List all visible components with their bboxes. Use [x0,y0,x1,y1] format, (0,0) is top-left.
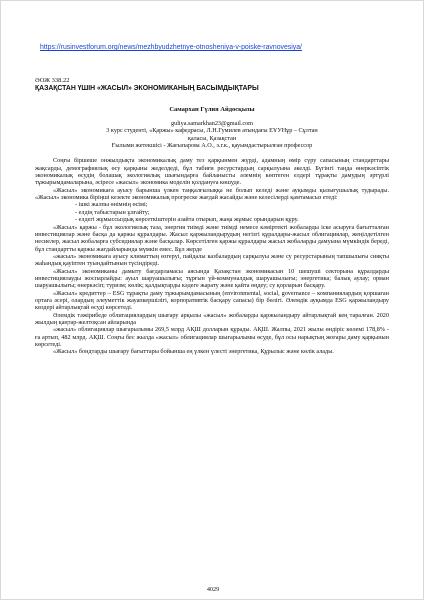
paragraph: «Жасыл» кредиттер – ESG тұрақты даму тұжырымдамасының (environmental, social, governance – компаниялардың қоршаған ортаға әсері, олардың әлеуметтік жауапкершілігі, корпоративтік басқару сапасы) бір бөлігі. Әлемдік ауқымда ESG қаржыландыру көздері айтарлықтай өсуді көрсетеді. [35,289,389,312]
list-item: - елдегі жұмыссыздық көрсеткіштерін азайта отырып, жаңа жұмыс орындарын құру. [75,216,299,224]
article-body [35,77,389,356]
source-url-link[interactable]: https://rusinvestforum.org/news/mezhbyudzhetnye-otnosheniya-v-poiske-ravnovesiya/ [40,44,302,51]
paragraph: «Жасыл» экономиканы дамыту бағдарламасы аясында Қазақстан экономикасын 10 шешуші секторына құралдарды инвестициялауды жоспарлайды: ауыл шаруашылығы; тұрғын үй-коммуналдық шаруашылығы; энергетика; балық аулау; орман шаруашылығы; өнеркәсіп; туризм; көлік; қалдықтарды кәдеге жарату және қайта өңдеу; су қорларын басқару. [35,267,389,290]
paragraph: «Жасыл» бондтарды шығару бағыттары бойынша ең үлкен үлесті энергетика, Құрылыс және көлік алады. [53,348,334,356]
paragraph: «жасыл» облигациялар шығарылымы 269,5 млрд АҚШ долларын құрады. АҚШ. Жалпы, 2021 жылы өндіріс көлемі 178,8% - ға артып, 482 млрд. АҚШ. Соңғы бес жылда «жасыл» облигациялар шығарылымы өсуде, бұл осы нарықтың жоғары даму қарқынын көрсетеді. [35,326,389,348]
udc-code: ӘОЖ 338.22 [35,77,70,84]
author-email: guliya.samarkhan23@gmail.com [171,120,253,128]
bullet-list [35,201,389,223]
paragraph: Әлемдік тәжірибеде облигациялардың шығару арқылы «жасыл» жобаларды қаржыландыру айтарлықтай кең таралған. 2020 жылдың қаңтар-желтоқсан айларында [35,311,389,326]
list-item: - елдің табыстарын ұлғайту; [75,208,150,216]
page-number: 4029 [206,586,220,593]
list-item: - ішкі жалпы өнімнің өсімі; [75,201,148,209]
paragraph: Соңғы біршеше онжылдықта экономикалық даму тез қарқынмен жүрді, адамның өмір сүру сапасының стандарттары жақсарды, демографиялық өсу қарқыны жеделдеді, бұл табиғи ресурстардың сарқылуына әкелді. Бүгінгі таңда өнеркәсіптік экономикалық өсудің болашақ экологиялық шығындарға байланысты әлемнің көптеген елдері тұрақты дамудың әртүрлі тұжырымдамаларына, әсіресе «жасыл» экономика моделін қолдануға көшуде. [35,157,389,187]
author-affiliation-line1: 3 курс студенті, «Қаржы» кафедрасы, Л.Н.Гумилев атындағы ЕҰУНұр – Сұлтан [106,127,318,135]
supervisor-line: Ғылыми жетекшісі - Жағыпарова А.О., э.г.к., қауымдастырылған профессор [111,142,313,150]
paragraph: «жасыл» экономикаға ауысу климаттың өзгеруі, пайдалы казбалардың сарқылуы және су ресурстарының тапшылығы сияқты жаһандық қауіптен туындайтынын түсіндіреді. [35,252,389,268]
author-affiliation-line2: қаласы, Қазақстан [187,134,237,142]
paragraph: «Жасыл» экономикаға ауысу барынша үлкен таңқалғылыққа не болып келеді және ауқымды қызығушылық тудырады. «Жасыл» экономика біріңші кезекте экономикалық прогреске жағдай жасайды және келесілерді қамтамасыз етеді: [35,186,389,202]
author-name: Самархан Гүлия Айдосқызы [169,105,255,113]
article-title: ҚАЗАҚСТАН ҮШІН «ЖАСЫЛ» ЭКОНОМИКАНЫҢ БАСЫМДЫҚТАРЫ [35,85,259,93]
paragraph: «Жасыл» қаржы - бұл экологиялық таза, энергия тиімді және тиімді немесе кәміртекті жобаларды іске асыруға бағытталған инвестициялар және басқа да қаржы құралдары. Жасыл қаржыландырудың негізгі құралдары-жасыл облигациялар, жеңілдетілген несиелер, жасыл жобаларға субсидиялар және басқалар. Көрсетілген қаржы құралдары жасыл жобаларды дамуына мүмкіндік береді, бұл стандартты қаржы жағдайларында мүмкін емес. Бұл жерде [35,223,389,253]
